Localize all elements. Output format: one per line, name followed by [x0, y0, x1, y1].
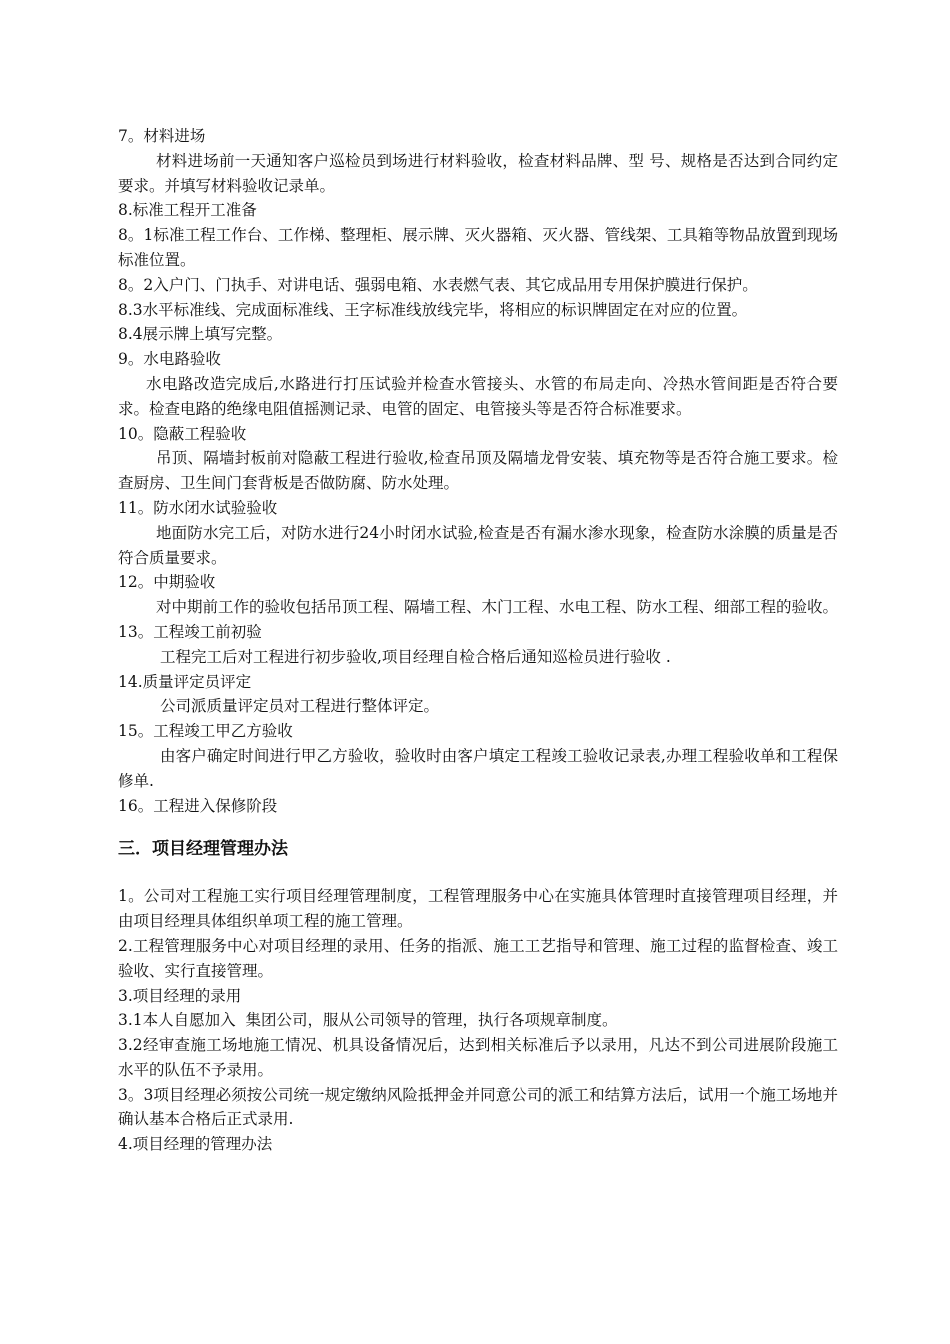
paragraph-13: 工程完工后对工程进行初步验收,项目经理自检合格后通知巡检员进行验收 . — [160, 647, 671, 666]
heading-9: 9。水电路验收 — [118, 350, 221, 369]
section-title: 三．项目经理管理办法 — [118, 839, 288, 860]
paragraph-s3-3-3: 3。3项目经理必须按公司统一规定缴纳风险抵押金并同意公司的派工和结算方法后，试用一个施工场地并确认基本合格后正式录用. — [118, 1085, 838, 1129]
paragraph-8-1: 8。1标准工程工作台、工作梯、整理柜、展示牌、灭火器箱、灭火器、管线架、工具箱等物品放置到现场标准位置。 — [118, 226, 838, 269]
paragraph-15: 由客户确定时间进行甲乙方验收，验收时由客户填定工程竣工验收记录表,办理工程验收单和工程保修单. — [118, 746, 838, 790]
paragraph-10: 吊顶、隔墙封板前对隐蔽工程进行验收,检查吊顶及隔墙龙骨安装、填充物等是否符合施工要求。检查厨房、卫生间门套背板是否做防腐、防水处理。 — [118, 449, 838, 493]
paragraph-s3-1: 1。公司对工程施工实行项目经理管理制度，工程管理服务中心在实施具体管理时直接管理项目经理，并由项目经理具体组织单项工程的施工管理。 — [118, 887, 838, 931]
paragraph-8-3: 8.3水平标准线、完成面标准线、王字标准线放线完毕，将相应的标识牌固定在对应的位置。 — [118, 300, 748, 319]
paragraph-8-2: 8。2入户门、门执手、对讲电话、强弱电箱、水表燃气表、其它成品用专用保护膜进行保护。 — [118, 275, 758, 294]
paragraph-s3-2: 2.工程管理服务中心对项目经理的录用、任务的指派、施工工艺指导和管理、施工过程的监督检查、竣工验收、实行直接管理。 — [118, 936, 838, 980]
heading-15: 15。工程竣工甲乙方验收 — [118, 722, 293, 741]
heading-14: 14.质量评定员评定 — [118, 672, 252, 691]
heading-12: 12。中期验收 — [118, 573, 216, 592]
paragraph-11: 地面防水完工后，对防水进行24小时闭水试验,检查是否有漏水渗水现象，检查防水涂膜的质量是否符合质量要求。 — [118, 523, 838, 567]
paragraph-s3-3-1: 3.1本人自愿加入 集团公司，服从公司领导的管理，执行各项规章制度。 — [118, 1011, 618, 1030]
heading-7: 7。材料进场 — [118, 127, 206, 145]
paragraph-8-4: 8.4展示牌上填写完整。 — [118, 325, 283, 344]
heading-16: 16。工程进入保修阶段 — [118, 796, 278, 815]
paragraph-7: 材料进场前一天通知客户巡检员到场进行材料验收，检查材料品牌、型 号、规格是否达到合同约定要求。并填写材料验收记录单。 — [118, 151, 838, 195]
paragraph-14: 公司派质量评定员对工程进行整体评定。 — [160, 697, 440, 716]
paragraph-12: 对中期前工作的验收包括吊顶工程、隔墙工程、木门工程、水电工程、防水工程、细部工程的验收。 — [156, 598, 839, 617]
heading-s3-4: 4.项目经理的管理办法 — [118, 1135, 273, 1154]
heading-13: 13。工程竣工前初验 — [118, 622, 262, 641]
document-body — [118, 124, 838, 1157]
paragraph-s3-3-2: 3.2经审查施工场地施工情况、机具设备情况后，达到相关标准后予以录用，凡达不到公司进展阶段施工水平的队伍不予录用。 — [118, 1036, 838, 1079]
heading-8: 8.标准工程开工准备 — [118, 201, 257, 220]
paragraph-9: 水电路改造完成后,水路进行打压试验并检查水管接头、水管的布局走向、冷热水管间距是否符合要求。检查电路的绝缘电阻值摇测记录、电管的固定、电管接头等是否符合标准要求。 — [118, 374, 838, 418]
heading-11: 11。防水闭水试验验收 — [118, 498, 278, 517]
heading-10: 10。隐蔽工程验收 — [118, 424, 247, 443]
heading-s3-3: 3.项目经理的录用 — [118, 986, 242, 1005]
